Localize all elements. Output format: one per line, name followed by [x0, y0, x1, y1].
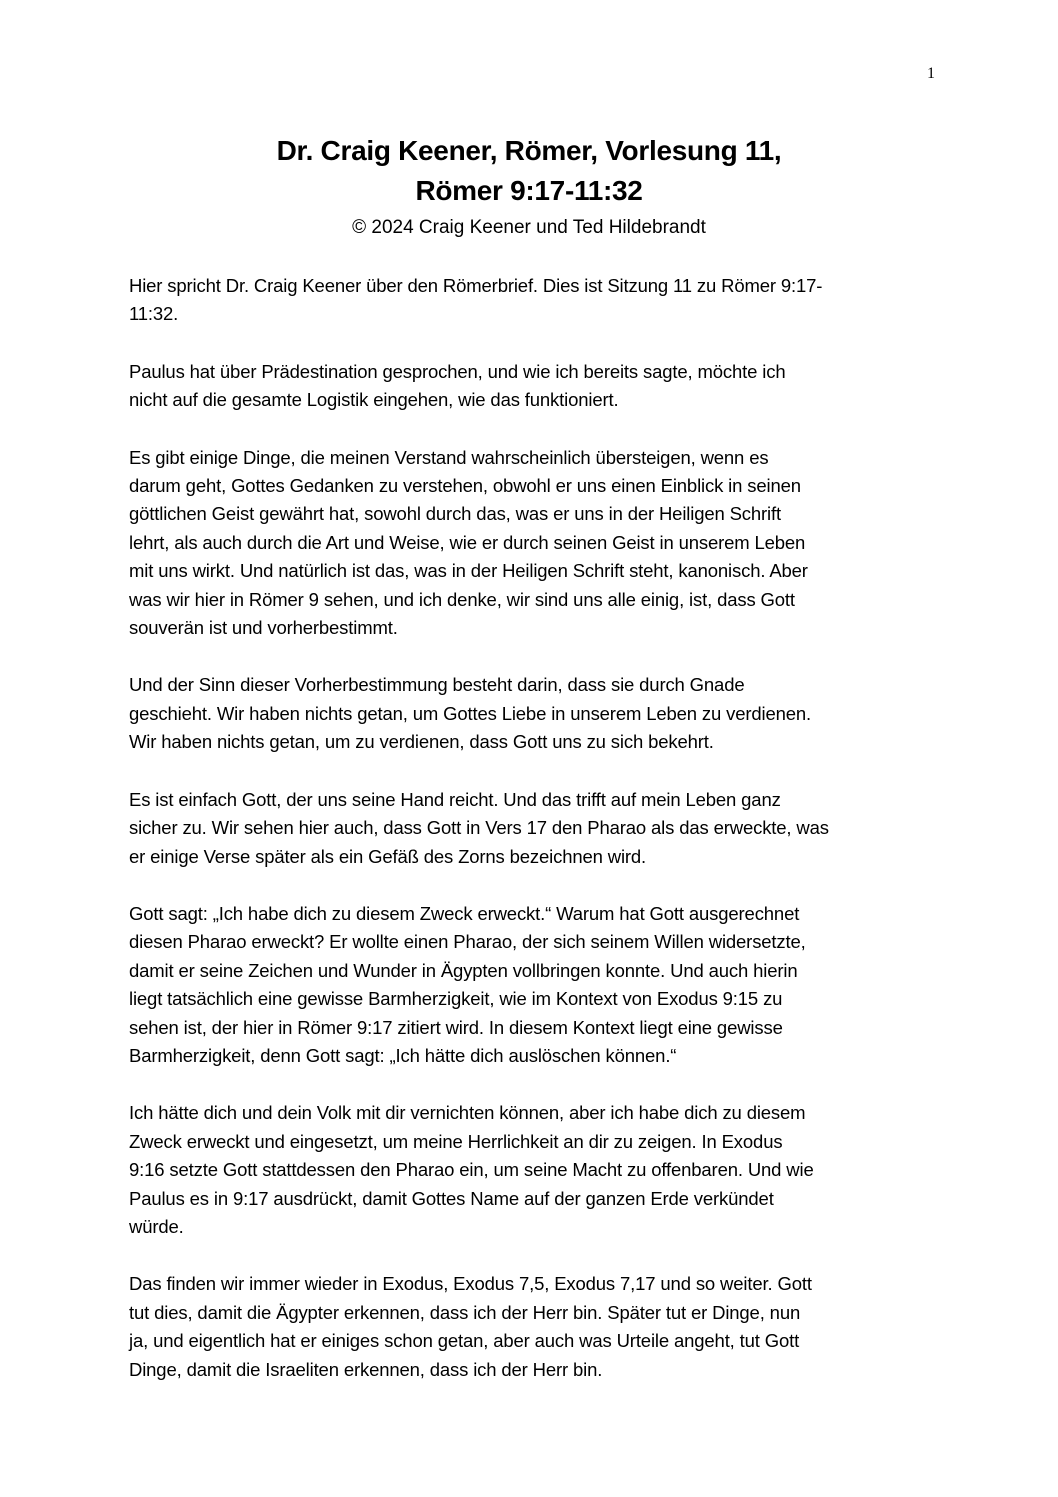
paragraph	[129, 444, 929, 643]
paragraph-line: diesen Pharao erweckt? Er wollte einen Pharao, der sich seinem Willen widersetzte,	[129, 931, 806, 953]
paragraph-line: darum geht, Gottes Gedanken zu verstehen, obwohl er uns einen Einblick in seinen	[129, 475, 801, 497]
paragraph	[129, 1270, 929, 1384]
paragraph-line: Ich hätte dich und dein Volk mit dir vernichten können, aber ich habe dich zu diesem	[129, 1102, 806, 1124]
paragraph-line: sehen ist, der hier in Römer 9:17 zitiert wird. In diesem Kontext liegt eine gewisse	[129, 1016, 783, 1038]
paragraph-line: Es ist einfach Gott, der uns seine Hand reicht. Und das trifft auf mein Leben ganz	[129, 788, 781, 810]
paragraph-line: lehrt, als auch durch die Art und Weise, wie er durch seinen Geist in unserem Leben	[129, 531, 806, 553]
paragraph-line: 9:16 setzte Gott stattdessen den Pharao ein, um seine Macht zu offenbaren. Und wie	[129, 1159, 814, 1181]
paragraph-line: Es gibt einige Dinge, die meinen Verstand wahrscheinlich übersteigen, wenn es	[129, 446, 769, 468]
paragraph-line: Zweck erweckt und eingesetzt, um meine Herrlichkeit an dir zu zeigen. In Exodus	[129, 1130, 783, 1152]
paragraph-line: Paulus es in 9:17 ausdrückt, damit Gottes Name auf der ganzen Erde verkündet	[129, 1187, 774, 1209]
paragraph-line: damit er seine Zeichen und Wunder in Ägypten vollbringen konnte. Und auch hierin	[129, 959, 798, 981]
paragraph-line: Gott sagt: „Ich habe dich zu diesem Zweck erweckt.“ Warum hat Gott ausgerechnet	[129, 902, 800, 924]
paragraph	[129, 671, 929, 756]
paragraph-line: sicher zu. Wir sehen hier auch, dass Gott in Vers 17 den Pharao als das erweckte, was	[129, 817, 829, 839]
paragraph-line: souverän ist und vorherbestimmt.	[129, 617, 398, 639]
paragraph-line: er einige Verse später als ein Gefäß des Zorns bezeichnen wird.	[129, 845, 647, 867]
paragraph-line: was wir hier in Römer 9 sehen, und ich denke, wir sind uns alle einig, ist, dass Gott	[129, 588, 795, 610]
paragraph-line: geschieht. Wir haben nichts getan, um Gottes Liebe in unserem Leben zu verdienen.	[129, 702, 812, 724]
paragraph	[129, 358, 929, 415]
paragraph-line: nicht auf die gesamte Logistik eingehen, wie das funktioniert.	[129, 389, 619, 411]
paragraph-line: Paulus hat über Prädestination gesprochen, und wie ich bereits sagte, möchte ich	[129, 360, 786, 382]
paragraph-line: Dinge, damit die Israeliten erkennen, dass ich der Herr bin.	[129, 1358, 603, 1380]
paragraph-line: Barmherzigkeit, denn Gott sagt: „Ich hätte dich auslöschen können.“	[129, 1044, 677, 1066]
paragraph-line: göttlichen Geist gewährt hat, sowohl durch das, was er uns in der Heiligen Schrift	[129, 503, 781, 525]
paragraph-line: Und der Sinn dieser Vorherbestimmung besteht darin, dass sie durch Gnade	[129, 674, 745, 696]
paragraph-line: 11:32.	[129, 303, 179, 325]
document-body	[129, 272, 929, 1413]
document-title-line-1: Dr. Craig Keener, Römer, Vorlesung 11,	[276, 135, 782, 166]
paragraph	[129, 900, 929, 1070]
paragraph-line: liegt tatsächlich eine gewisse Barmherzigkeit, wie im Kontext von Exodus 9:15 zu	[129, 988, 783, 1010]
paragraph	[129, 1099, 929, 1241]
paragraph-line: Das finden wir immer wieder in Exodus, Exodus 7,5, Exodus 7,17 und so weiter. Gott	[129, 1273, 812, 1295]
document-title-line-2: Römer 9:17-11:32	[415, 175, 643, 206]
page-number: 1	[927, 65, 935, 82]
paragraph	[129, 272, 929, 329]
paragraph-line: Hier spricht Dr. Craig Keener über den Römerbrief. Dies ist Sitzung 11 zu Römer 9:17-	[129, 275, 823, 296]
paragraph-line: tut dies, damit die Ägypter erkennen, dass ich der Herr bin. Später tut er Dinge, nun	[129, 1301, 801, 1323]
paragraph-line: ja, und eigentlich hat er einiges schon getan, aber auch was Urteile angeht, tut Gott	[129, 1330, 800, 1352]
title-block	[129, 131, 929, 241]
paragraph	[129, 786, 929, 871]
copyright-notice: © 2024 Craig Keener und Ted Hildebrandt	[352, 217, 706, 238]
paragraph-line: Wir haben nichts getan, um zu verdienen, dass Gott uns zu sich bekehrt.	[129, 731, 714, 753]
paragraph-line: mit uns wirkt. Und natürlich ist das, was in der Heiligen Schrift steht, kanonisch. Aber	[129, 560, 808, 582]
paragraph-line: würde.	[129, 1215, 184, 1237]
